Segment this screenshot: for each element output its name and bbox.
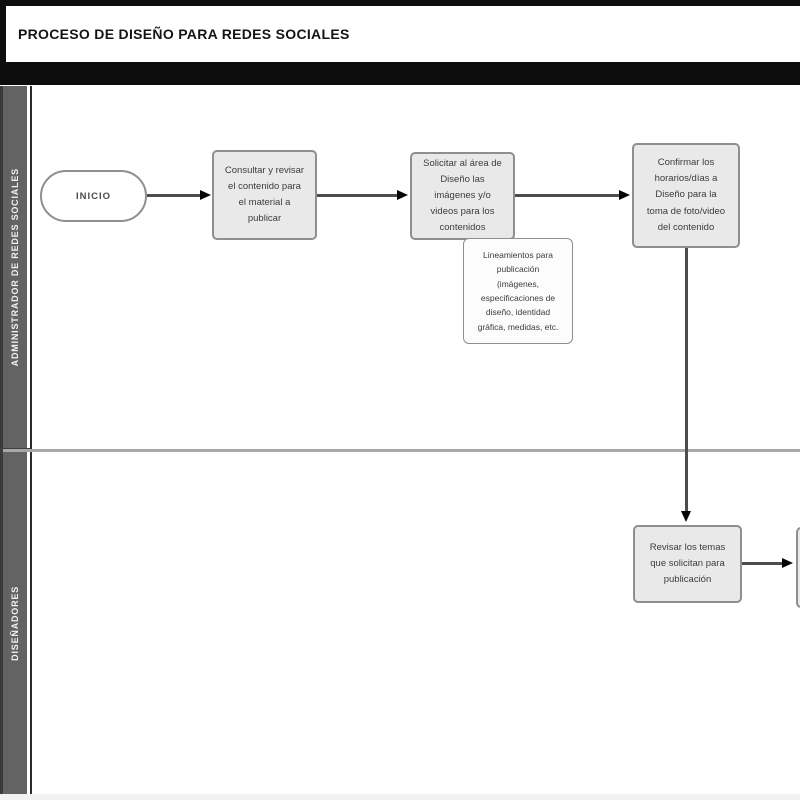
note-lineamientos	[463, 238, 573, 344]
connector-inicio-to-consultar	[147, 194, 200, 197]
partial-next-node	[796, 527, 800, 608]
content-left-border	[30, 86, 32, 794]
process-node-consultar	[212, 150, 317, 240]
process-node-label: Confirmar los horarios/días a Diseño para la toma de foto/video del contenido	[646, 157, 726, 233]
arrowhead-right-icon	[397, 190, 408, 200]
start-node-inicio: INICIO	[40, 170, 147, 222]
bottom-border-strip	[0, 794, 800, 800]
lane-disenadores	[0, 452, 27, 794]
connector-confirmar-to-revisar	[685, 248, 688, 512]
note-label: Lineamientos para publicación (imágenes, especificaciones de diseño, identidad gráfica, medidas, etc.	[477, 249, 559, 332]
header-divider-bar	[0, 62, 800, 85]
process-node-label: Revisar los temas que solicitan para publicación	[649, 541, 726, 586]
process-node-confirmar	[632, 143, 740, 248]
connector-consultar-to-solicitar	[317, 194, 397, 197]
arrowhead-right-icon	[200, 190, 211, 200]
process-node-solicitar	[410, 152, 515, 240]
arrowhead-down-icon	[681, 511, 691, 522]
connector-solicitar-to-confirmar	[515, 194, 619, 197]
process-node-label: Solicitar al área de Diseño las imágenes y/o videos para los contenidos	[423, 157, 502, 234]
connector-revisar-to-next	[742, 562, 782, 565]
arrowhead-right-icon	[619, 190, 630, 200]
arrowhead-right-icon	[782, 558, 793, 568]
lane-administrador-redes-sociales	[0, 86, 27, 449]
lane-label-disenadores: DISEÑADORES	[10, 585, 20, 661]
page-title: PROCESO DE DISEÑO PARA REDES SOCIALES	[18, 26, 350, 42]
process-node-label: Consultar y revisar el contenido para el material a publicar	[224, 164, 305, 225]
lane-label-administrador: ADMINISTRADOR DE REDES SOCIALES	[10, 168, 20, 367]
title-bar	[6, 6, 800, 62]
process-node-revisar	[633, 525, 742, 603]
lane-divider	[3, 449, 800, 452]
